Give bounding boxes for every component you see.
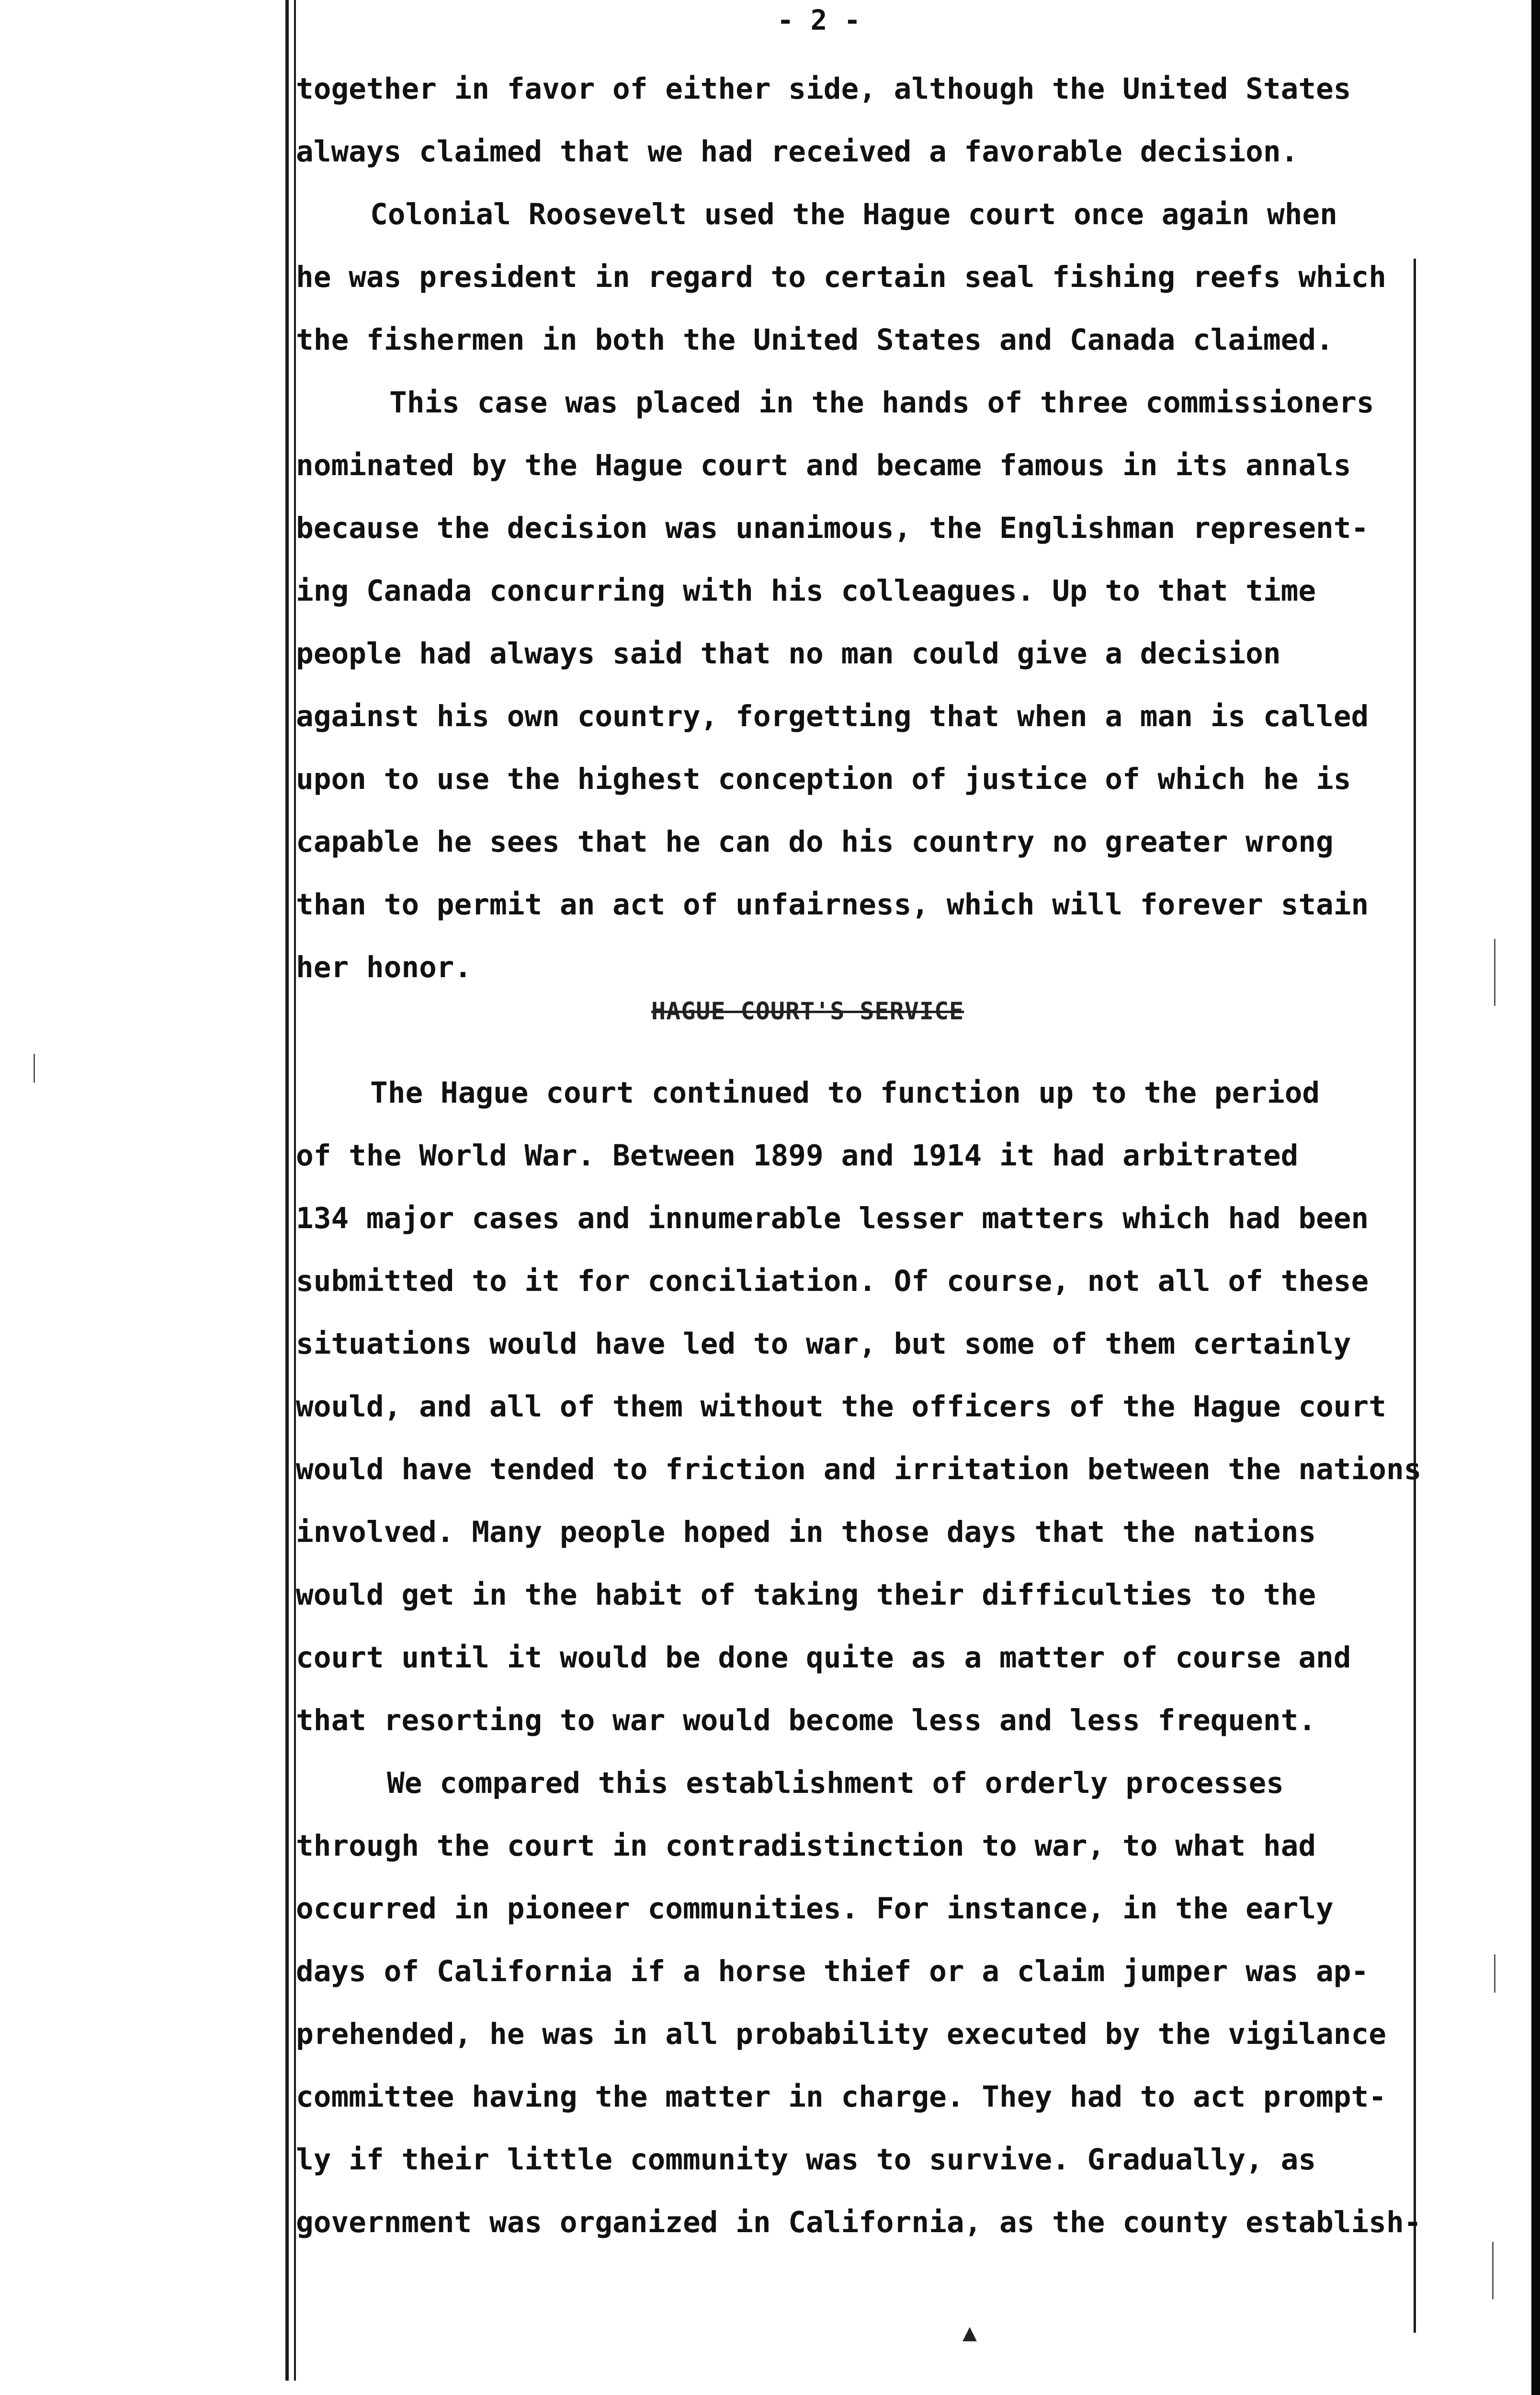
scan-artifact [1494, 1954, 1495, 1993]
text-line: capable he sees that he can do his country no greater wrong [296, 825, 1334, 859]
left-margin-rule [285, 0, 289, 2381]
text-line: because the decision was unanimous, the Englishman represent- [296, 511, 1369, 545]
text-line: of the World War. Between 1899 and 1914 it had arbitrated [296, 1139, 1299, 1173]
scan-artifact [1494, 939, 1495, 1006]
text-line: would, and all of them without the officers of the Hague court [296, 1390, 1386, 1424]
text-line: prehended, he was in all probability executed by the vigilance [296, 2017, 1386, 2051]
text-line: submitted to it for conciliation. Of course, not all of these [296, 1264, 1369, 1298]
scan-edge-right [1531, 0, 1540, 2395]
text-line: nominated by the Hague court and became famous in its annals [296, 448, 1351, 482]
caret-mark: ▲ [962, 2318, 977, 2346]
scan-artifact [1492, 2242, 1494, 2299]
text-line: would get in the habit of taking their difficulties to the [296, 1578, 1316, 1612]
text-line: This case was placed in the hands of three commissioners [389, 386, 1374, 420]
text-line: situations would have led to war, but some of them certainly [296, 1327, 1351, 1361]
text-line: people had always said that no man could give a decision [296, 637, 1281, 671]
text-line: occurred in pioneer communities. For instance, in the early [296, 1892, 1334, 1926]
text-line: government was organized in California, as the county establish- [296, 2205, 1422, 2239]
text-line: 134 major cases and innumerable lesser matters which had been [296, 1201, 1369, 1235]
text-line: days of California if a horse thief or a claim jumper was ap- [296, 1954, 1369, 1988]
page-number: - 2 - [777, 4, 861, 36]
text-line: court until it would be done quite as a matter of course and [296, 1641, 1351, 1675]
text-line: together in favor of either side, although the United States [296, 72, 1351, 106]
text-line: committee having the matter in charge. They had to act prompt- [296, 2080, 1386, 2114]
text-line: through the court in contradistinction to war, to what had [296, 1829, 1316, 1863]
text-line: ly if their little community was to survive. Gradually, as [296, 2143, 1316, 2177]
body-text [296, 57, 1431, 2254]
scan-artifact [34, 1054, 35, 1083]
struck-section-heading: HAGUE COURT'S SERVICE [651, 997, 964, 1025]
text-line: he was president in regard to certain seal fishing reefs which [296, 260, 1386, 294]
text-line: against his own country, forgetting that when a man is called [296, 699, 1369, 733]
text-line: upon to use the highest conception of justice of which he is [296, 762, 1351, 796]
text-line: would have tended to friction and irritation between the nations [296, 1452, 1422, 1486]
text-line: the fishermen in both the United States and Canada claimed. [296, 323, 1334, 357]
text-line: The Hague court continued to function up to the period [370, 1076, 1320, 1110]
text-line: always claimed that we had received a favorable decision. [296, 135, 1299, 169]
text-line: ing Canada concurring with his colleagues. Up to that time [296, 574, 1316, 608]
text-line: her honor. [296, 950, 472, 984]
text-line: Colonial Roosevelt used the Hague court once again when [370, 197, 1337, 231]
text-line: involved. Many people hoped in those days that the nations [296, 1515, 1316, 1549]
text-line: that resorting to war would become less and less frequent. [296, 1703, 1316, 1737]
text-line: We compared this establishment of orderly processes [387, 1766, 1284, 1800]
text-line: than to permit an act of unfairness, which will forever stain [296, 888, 1369, 922]
